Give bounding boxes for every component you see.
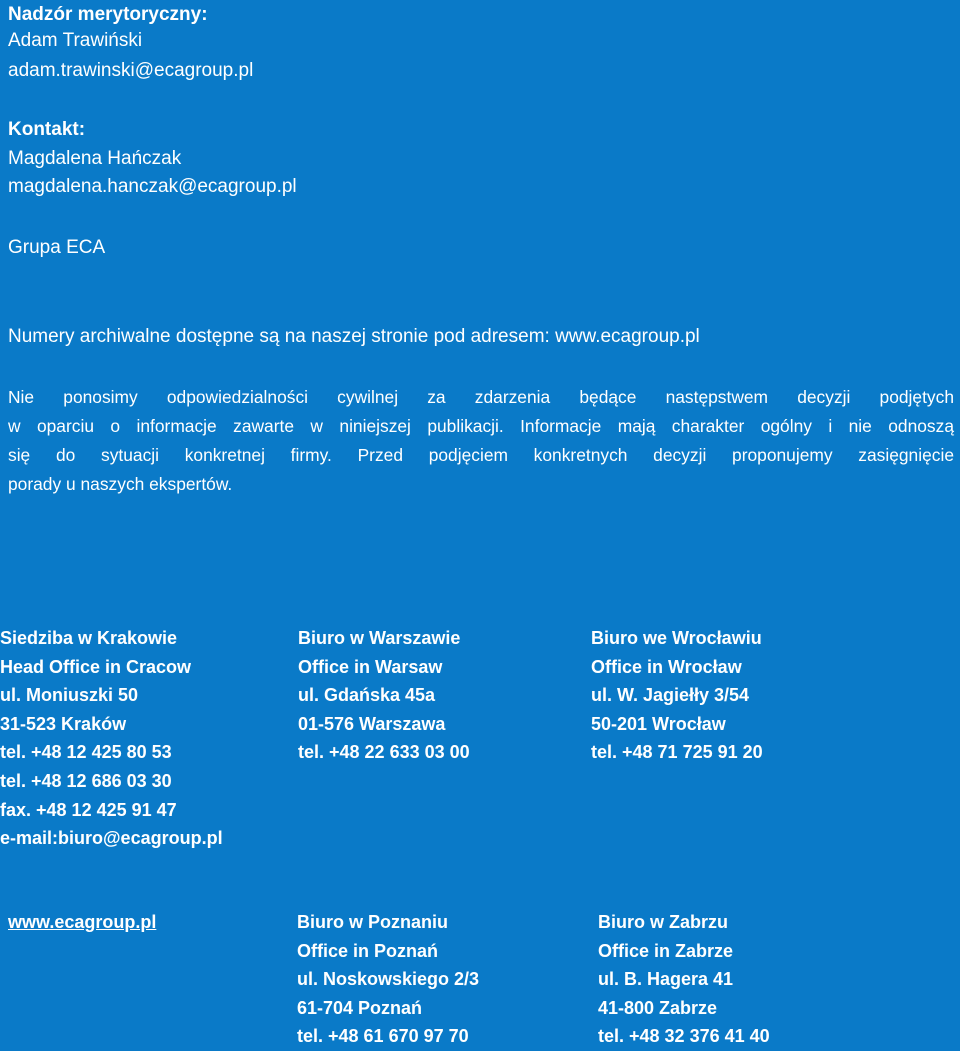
office-poznan-title-en: Office in Poznań (297, 940, 439, 961)
editorial-name: Adam Trawiński (8, 30, 143, 51)
office-krakow-phone-2: tel. +48 12 686 03 30 (0, 770, 172, 791)
disclaimer-line: Nie ponosimy odpowiedzialności cywilnej za zdarzenia będące następstwem decyzji podjętych (8, 387, 954, 407)
office-zabrze-phone: tel. +48 32 376 41 40 (598, 1026, 770, 1047)
office-zabrze (598, 908, 770, 1051)
office-krakow-fax: fax. +48 12 425 91 47 (0, 799, 177, 820)
office-wroclaw-phone: tel. +48 71 725 91 20 (591, 742, 763, 763)
office-warszawa-title: Biuro w Warszawie (298, 628, 461, 648)
office-poznan-city: 61-704 Poznań (297, 997, 423, 1018)
office-zabrze-title-en: Office in Zabrze (598, 940, 734, 961)
office-zabrze-street: ul. B. Hagera 41 (598, 969, 734, 990)
office-warszawa-street: ul. Gdańska 45a (298, 685, 436, 706)
office-warszawa (298, 624, 470, 767)
disclaimer-line: porady u naszych ekspertów. (8, 474, 233, 494)
office-poznan-street: ul. Noskowskiego 2/3 (297, 969, 480, 990)
office-krakow-email-link[interactable]: e-mail:biuro@ecagroup.pl (0, 828, 223, 849)
website-link[interactable]: www.ecagroup.pl (8, 912, 157, 932)
editorial-email-link[interactable]: adam.trawinski@ecagroup.pl (8, 60, 254, 81)
office-wroclaw-street: ul. W. Jagiełły 3/54 (591, 685, 750, 706)
office-wroclaw-city: 50-201 Wrocław (591, 713, 726, 734)
editorial-heading: Nadzór merytoryczny: (8, 4, 208, 25)
office-krakow (0, 624, 223, 853)
office-krakow-street: ul. Moniuszki 50 (0, 685, 139, 706)
office-zabrze-title: Biuro w Zabrzu (598, 912, 728, 932)
office-warszawa-title-en: Office in Warsaw (298, 656, 443, 677)
office-wroclaw-title: Biuro we Wrocławiu (591, 628, 762, 648)
office-poznan-phone: tel. +48 61 670 97 70 (297, 1026, 469, 1047)
office-krakow-title-en: Head Office in Cracow (0, 656, 192, 677)
office-warszawa-city: 01-576 Warszawa (298, 713, 446, 734)
disclaimer-line: się do sytuacji konkretnej firmy. Przed podjęciem konkretnych decyzji proponujemy zasięgnięcie (8, 445, 954, 465)
disclaimer-line: w oparciu o informacje zawarte w niniejszej publikacji. Informacje mają charakter ogólny i nie odnoszą (8, 416, 954, 436)
office-warszawa-phone: tel. +48 22 633 03 00 (298, 742, 470, 763)
contact-email-link[interactable]: magdalena.hanczak@ecagroup.pl (8, 176, 297, 197)
office-zabrze-city: 41-800 Zabrze (598, 997, 718, 1018)
archive-note: Numery archiwalne dostępne są na naszej stronie pod adresem: www.ecagroup.pl (8, 326, 700, 347)
office-krakow-city: 31-523 Kraków (0, 713, 127, 734)
contact-name: Magdalena Hańczak (8, 148, 182, 169)
group-name: Grupa ECA (8, 237, 106, 258)
office-poznan-title: Biuro w Poznaniu (297, 912, 448, 932)
office-krakow-phone-1: tel. +48 12 425 80 53 (0, 742, 172, 763)
website-column (8, 908, 156, 937)
office-wroclaw-title-en: Office in Wrocław (591, 656, 742, 677)
office-krakow-title: Siedziba w Krakowie (0, 628, 178, 648)
office-poznan (297, 908, 479, 1051)
contact-heading: Kontakt: (8, 119, 86, 140)
office-wroclaw (591, 624, 763, 767)
disclaimer (8, 383, 954, 499)
